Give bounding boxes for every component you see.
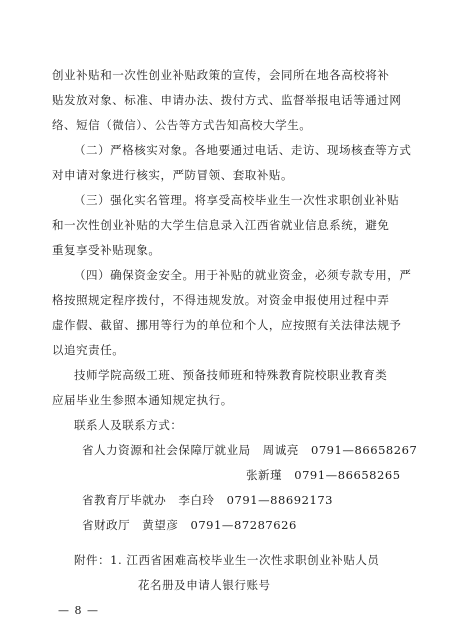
item-4-line-1: （四）确保资金安全。用于补贴的就业资金，必须专款专用，严 [74,268,412,282]
item-3-line-3: 重复享受补贴现象。 [52,243,161,257]
contact-education-dept: 省教育厅毕就办 李白玲 0791—88692173 [82,493,334,507]
item-4-line-2: 格按照规定程序拨付，不得违规发放。对资金申报使用过程中弄 [52,293,390,307]
body-line-3: 络、短信（微信）、公告等方式告知高校大学生。 [52,118,312,132]
contact-employment-bureau: 省人力资源和社会保障厅就业局 周诚亮 0791—86658267 [82,443,418,457]
page-number: — 8 — [58,604,99,617]
body-line-2: 贴发放对象、标准、申请办法、拨付方式、监督举报电话等通过网 [52,93,402,107]
technician-line-1: 技师学院高级工班、预备技师班和特殊教育院校职业教育类 [74,368,388,382]
technician-line-2: 应届毕业生参照本通知规定执行。 [52,393,233,407]
contacts-heading: 联系人及联系方式： [74,418,183,432]
contact-finance-dept: 省财政厅 黄望彦 0791—87287626 [82,518,297,532]
item-3-line-2: 和一次性创业补贴的大学生信息录入江西省就业信息系统，避免 [52,218,390,232]
item-4-line-4: 以追究责任。 [52,343,125,357]
attachment-line-2: 花名册及申请人银行账号 [138,578,271,592]
body-line-1: 创业补贴和一次性创业补贴政策的宣传，会同所在地各高校将补 [52,68,390,82]
item-2-line-2: 对申请对象进行核实，严防冒领、套取补贴。 [52,168,293,182]
attachment-line-1: 附件：1. 江西省困难高校毕业生一次性求职创业补贴人员 [74,553,380,567]
contact-employment-bureau-2: 张新瑾 0791—86658265 [246,468,401,482]
item-4-line-3: 虚作假、截留、挪用等行为的单位和个人，应按照有关法律法规予 [52,318,402,332]
item-3-line-1: （三）强化实名管理。将享受高校毕业生一次性求职创业补贴 [74,193,400,207]
item-2-line-1: （二）严格核实对象。各地要通过电话、走访、现场核查等方式 [74,143,412,157]
